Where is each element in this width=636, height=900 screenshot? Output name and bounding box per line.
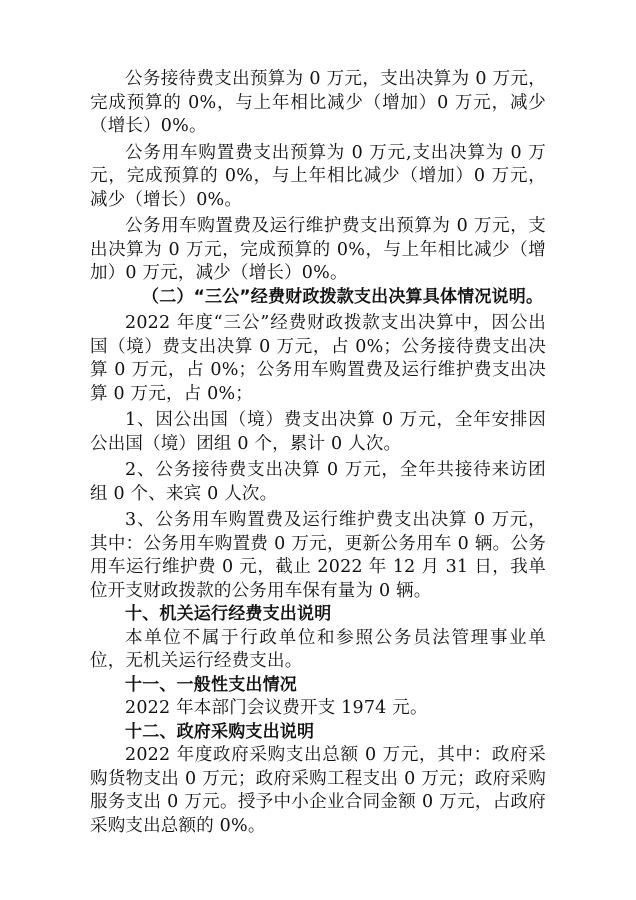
- heading-section-11: 十一、一般性支出情况: [125, 674, 297, 695]
- heading-sangong-details: （二）“三公”经费财政拨款支出决算具体情况说明。: [142, 286, 544, 307]
- paragraph-operating-expense: 本单位不属于行政单位和参照公务员法管理事业单位，无机关运行经费支出。: [90, 627, 546, 671]
- paragraph-general-expense: 2022 年本部门会议费开支 1974 元。: [125, 698, 428, 718]
- paragraph-overseas-travel: 1、因公出国（境）费支出决算 0 万元，全年安排因公出国（境）团组 0 个，累计 0 人次。: [90, 410, 546, 454]
- paragraph-vehicle-purchase: 公务用车购置费支出预算为 0 万元,支出决算为 0 万元，完成预算的 0%，与上年相比减少（增加）0 万元，减少（增长）0%。: [90, 142, 546, 210]
- paragraph-procurement: 2022 年度政府采购支出总额 0 万元，其中：政府采购货物支出 0 万元；政府采购工程支出 0 万元；政府采购服务支出 0 万元。授予中小企业合同金额 0 万元，占政府采购支出总额的 0%。: [90, 745, 546, 836]
- heading-section-10: 十、机关运行经费支出说明: [125, 604, 332, 624]
- paragraph-reception-detail: 2、公务接待费支出决算 0 万元，全年共接待来访团组 0 个、来宾 0 人次。: [90, 460, 546, 504]
- paragraph-sangong-summary: 2022 年度“三公”经费财政拨款支出决算中，因公出国（境）费支出决算 0 万元，占 0%；公务接待费支出决算 0 万元，占 0%；公务用车购置费及运行维护费支出决算 0 万元，占 0%；: [90, 313, 546, 404]
- paragraph-reception-expense: 公务接待费支出预算为 0 万元，支出决算为 0 万元，完成预算的 0%，与上年相比减少（增加）0 万元，减少（增长）0%。: [90, 69, 546, 136]
- paragraph-vehicle-detail: 3、公务用车购置费及运行维护费支出决算 0 万元，其中：公务用车购置费 0 万元，更新公务用车 0 辆。公务用车运行维护费 0 元，截止 2022 年 12 月 31 日，我单位开支财政拨款的公务用车保有量为 0 辆。: [90, 510, 546, 601]
- paragraph-vehicle-purchase-maintenance: 公务用车购置费及运行维护费支出预算为 0 万元，支出决算为 0 万元，完成预算的 0%，与上年相比减少（增加）0 万元，减少（增长）0%。: [90, 216, 546, 283]
- heading-section-12: 十二、政府采购支出说明: [125, 721, 315, 742]
